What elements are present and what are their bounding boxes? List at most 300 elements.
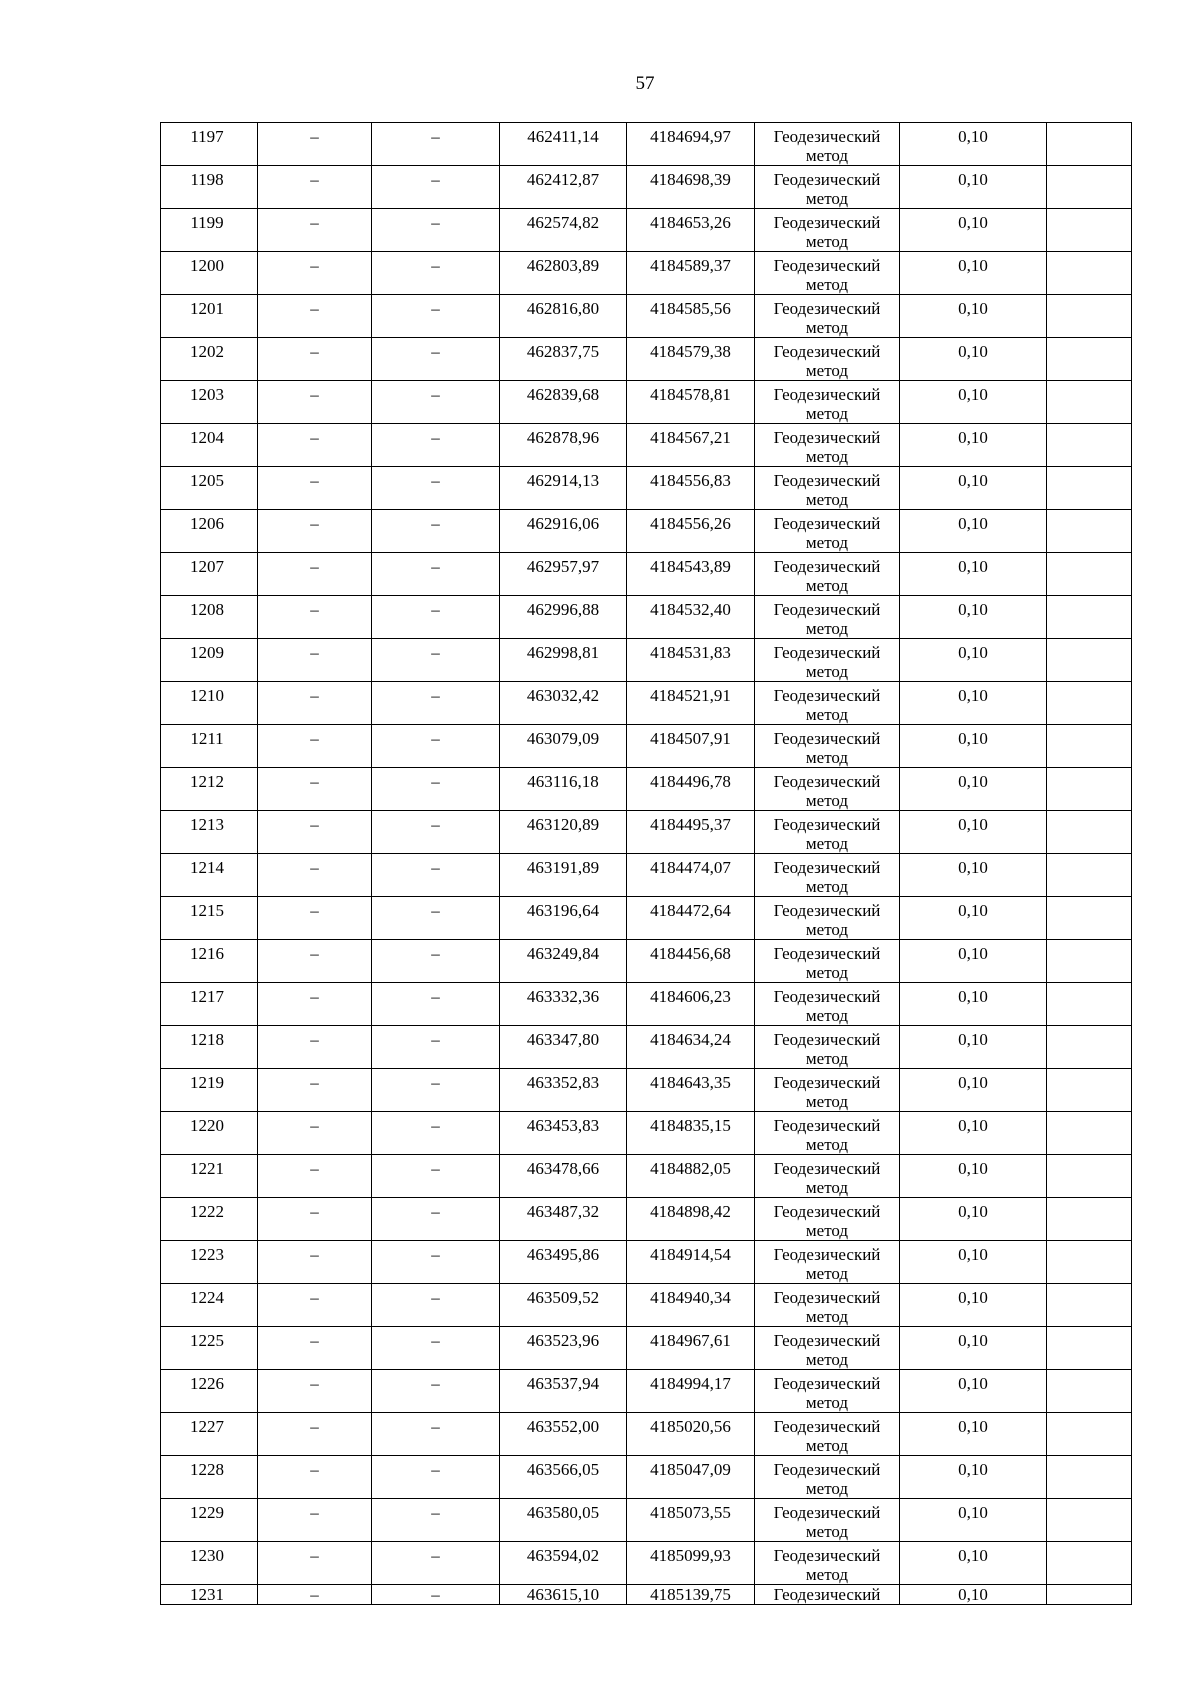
x-coordinate-text: 462916,06 — [526, 514, 600, 533]
empty-cell — [1047, 1585, 1132, 1605]
dash-cell — [258, 1284, 372, 1327]
accuracy-text: 0,10 — [958, 1073, 988, 1092]
dash-cell — [258, 811, 372, 854]
dash-text: – — [310, 772, 319, 791]
accuracy-text: 0,10 — [958, 1116, 988, 1135]
dash-cell — [258, 725, 372, 768]
method-line-1: Геодезический — [773, 1202, 881, 1221]
method-line-1: Геодезический — [773, 600, 881, 619]
y-coordinate-cell — [627, 252, 755, 295]
accuracy-text: 0,10 — [958, 299, 988, 318]
y-coordinate-text: 4184507,91 — [650, 729, 731, 748]
method-line-1: Геодезический — [773, 557, 881, 576]
y-coordinate-text: 4184556,83 — [650, 471, 731, 490]
point-number-cell — [161, 596, 258, 639]
method-cell — [755, 252, 900, 295]
y-coordinate-text: 4184940,34 — [650, 1288, 731, 1307]
y-coordinate-cell — [627, 1241, 755, 1284]
method-line-1: Геодезический — [773, 385, 881, 404]
point-number-cell — [161, 1069, 258, 1112]
method-cell — [755, 467, 900, 510]
dash-cell — [258, 1112, 372, 1155]
table-row — [161, 1284, 1132, 1327]
dash-text: – — [310, 170, 319, 189]
x-coordinate-cell — [500, 1456, 627, 1499]
method-cell — [755, 940, 900, 983]
accuracy-text: 0,10 — [958, 901, 988, 920]
dash-cell — [372, 1499, 500, 1542]
method-line-2: метод — [805, 189, 849, 208]
x-coordinate-text: 463332,36 — [526, 987, 600, 1006]
point-number-cell — [161, 854, 258, 897]
x-coordinate-cell — [500, 424, 627, 467]
empty-cell — [1047, 1499, 1132, 1542]
method-line-1: Геодезический — [773, 901, 881, 920]
point-number-text: 1216 — [190, 944, 224, 963]
method-line-1: Геодезический — [773, 1585, 881, 1604]
x-coordinate-text: 462574,82 — [526, 213, 600, 232]
dash-text: – — [310, 1245, 319, 1264]
y-coordinate-cell — [627, 381, 755, 424]
accuracy-cell — [900, 467, 1047, 510]
method-line-2: метод — [805, 533, 849, 552]
dash-text: – — [310, 600, 319, 619]
method-line-2: метод — [805, 963, 849, 982]
y-coordinate-cell — [627, 1585, 755, 1605]
point-number-cell — [161, 811, 258, 854]
dash-cell — [372, 338, 500, 381]
table-row — [161, 1456, 1132, 1499]
accuracy-cell — [900, 983, 1047, 1026]
dash-cell — [258, 1327, 372, 1370]
accuracy-text: 0,10 — [958, 944, 988, 963]
x-coordinate-cell — [500, 1327, 627, 1370]
accuracy-text: 0,10 — [958, 213, 988, 232]
dash-cell — [372, 295, 500, 338]
y-coordinate-text: 4184898,42 — [650, 1202, 731, 1221]
accuracy-text: 0,10 — [958, 127, 988, 146]
accuracy-cell — [900, 811, 1047, 854]
dash-text: – — [310, 1460, 319, 1479]
method-line-1: Геодезический — [773, 1159, 881, 1178]
x-coordinate-cell — [500, 510, 627, 553]
y-coordinate-cell — [627, 1542, 755, 1585]
table-row — [161, 725, 1132, 768]
method-line-1: Геодезический — [773, 729, 881, 748]
method-line-1: Геодезический — [773, 514, 881, 533]
method-cell — [755, 1585, 900, 1605]
x-coordinate-text: 462998,81 — [526, 643, 600, 662]
accuracy-cell — [900, 682, 1047, 725]
method-line-2: метод — [805, 1092, 849, 1111]
accuracy-cell — [900, 1241, 1047, 1284]
method-line-2: метод — [805, 1307, 849, 1326]
table-row — [161, 897, 1132, 940]
x-coordinate-text: 462411,14 — [527, 127, 599, 146]
dash-text: – — [431, 1585, 440, 1604]
dash-text: – — [431, 557, 440, 576]
y-coordinate-cell — [627, 338, 755, 381]
table-row — [161, 639, 1132, 682]
point-number-cell — [161, 1198, 258, 1241]
dash-text: – — [431, 1503, 440, 1522]
point-number-text: 1224 — [190, 1288, 224, 1307]
x-coordinate-text: 463523,96 — [526, 1331, 600, 1350]
accuracy-cell — [900, 1585, 1047, 1605]
x-coordinate-cell — [500, 252, 627, 295]
method-cell — [755, 166, 900, 209]
x-coordinate-cell — [500, 1155, 627, 1198]
dash-cell — [372, 1413, 500, 1456]
y-coordinate-cell — [627, 1112, 755, 1155]
point-number-text: 1208 — [190, 600, 224, 619]
table-row — [161, 1026, 1132, 1069]
method-line-1: Геодезический — [773, 1503, 881, 1522]
dash-cell — [372, 854, 500, 897]
method-cell — [755, 1284, 900, 1327]
dash-text: – — [310, 127, 319, 146]
dash-text: – — [431, 643, 440, 662]
method-cell — [755, 1112, 900, 1155]
method-line-2: метод — [805, 791, 849, 810]
dash-text: – — [431, 428, 440, 447]
method-line-2: метод — [805, 361, 849, 380]
method-line-2: метод — [805, 619, 849, 638]
method-cell — [755, 1370, 900, 1413]
y-coordinate-cell — [627, 854, 755, 897]
point-number-cell — [161, 725, 258, 768]
method-line-2: метод — [805, 1006, 849, 1025]
dash-text: – — [310, 514, 319, 533]
method-line-2: метод — [805, 1049, 849, 1068]
x-coordinate-cell — [500, 553, 627, 596]
method-cell — [755, 1069, 900, 1112]
x-coordinate-cell — [500, 854, 627, 897]
y-coordinate-text: 4185139,75 — [650, 1585, 731, 1604]
y-coordinate-cell — [627, 768, 755, 811]
accuracy-text: 0,10 — [958, 1245, 988, 1264]
method-cell — [755, 1026, 900, 1069]
x-coordinate-text: 462412,87 — [526, 170, 600, 189]
method-cell — [755, 381, 900, 424]
dash-text: – — [431, 299, 440, 318]
accuracy-cell — [900, 1370, 1047, 1413]
x-coordinate-text: 462996,88 — [526, 600, 600, 619]
method-line-2: метод — [805, 275, 849, 294]
dash-text: – — [431, 471, 440, 490]
dash-text: – — [431, 729, 440, 748]
accuracy-text: 0,10 — [958, 1460, 988, 1479]
point-number-cell — [161, 338, 258, 381]
y-coordinate-text: 4184994,17 — [650, 1374, 731, 1393]
table-row — [161, 768, 1132, 811]
y-coordinate-text: 4184543,89 — [650, 557, 731, 576]
x-coordinate-text: 462837,75 — [526, 342, 600, 361]
method-line-1: Геодезический — [773, 772, 881, 791]
dash-cell — [372, 639, 500, 682]
dash-text: – — [310, 944, 319, 963]
x-coordinate-cell — [500, 1284, 627, 1327]
point-number-cell — [161, 1370, 258, 1413]
table-row — [161, 1370, 1132, 1413]
x-coordinate-text: 463249,84 — [526, 944, 600, 963]
x-coordinate-cell — [500, 897, 627, 940]
x-coordinate-cell — [500, 940, 627, 983]
dash-text: – — [310, 987, 319, 1006]
method-line-2: метод — [805, 705, 849, 724]
dash-cell — [258, 467, 372, 510]
dash-text: – — [431, 213, 440, 232]
x-coordinate-cell — [500, 381, 627, 424]
point-number-cell — [161, 639, 258, 682]
x-coordinate-cell — [500, 725, 627, 768]
accuracy-text: 0,10 — [958, 1546, 988, 1565]
dash-text: – — [310, 643, 319, 662]
y-coordinate-cell — [627, 123, 755, 166]
x-coordinate-text: 463495,86 — [526, 1245, 600, 1264]
x-coordinate-text: 463580,05 — [526, 1503, 600, 1522]
point-number-cell — [161, 295, 258, 338]
method-line-1: Геодезический — [773, 256, 881, 275]
table-row — [161, 1542, 1132, 1585]
dash-cell — [258, 209, 372, 252]
dash-cell — [258, 1155, 372, 1198]
table-row — [161, 424, 1132, 467]
accuracy-text: 0,10 — [958, 1417, 988, 1436]
point-number-cell — [161, 1413, 258, 1456]
dash-cell — [372, 897, 500, 940]
method-line-1: Геодезический — [773, 815, 881, 834]
point-number-text: 1227 — [190, 1417, 224, 1436]
x-coordinate-text: 462839,68 — [526, 385, 600, 404]
y-coordinate-text: 4185073,55 — [650, 1503, 731, 1522]
dash-text: – — [310, 428, 319, 447]
y-coordinate-cell — [627, 1327, 755, 1370]
point-number-cell — [161, 1542, 258, 1585]
empty-cell — [1047, 1241, 1132, 1284]
point-number-cell — [161, 1499, 258, 1542]
point-number-cell — [161, 682, 258, 725]
y-coordinate-cell — [627, 639, 755, 682]
x-coordinate-cell — [500, 1112, 627, 1155]
table-row — [161, 553, 1132, 596]
x-coordinate-text: 463566,05 — [526, 1460, 600, 1479]
point-number-text: 1204 — [190, 428, 224, 447]
table-row — [161, 467, 1132, 510]
dash-cell — [258, 1542, 372, 1585]
point-number-cell — [161, 166, 258, 209]
table-row — [161, 854, 1132, 897]
x-coordinate-text: 463487,32 — [526, 1202, 600, 1221]
method-cell — [755, 682, 900, 725]
y-coordinate-text: 4184579,38 — [650, 342, 731, 361]
dash-text: – — [310, 1374, 319, 1393]
dash-cell — [372, 1456, 500, 1499]
table-row — [161, 1069, 1132, 1112]
method-cell — [755, 1542, 900, 1585]
x-coordinate-text: 463509,52 — [526, 1288, 600, 1307]
method-line-2: метод — [805, 1565, 849, 1584]
y-coordinate-cell — [627, 1069, 755, 1112]
point-number-text: 1215 — [190, 901, 224, 920]
dash-cell — [372, 166, 500, 209]
dash-text: – — [310, 1585, 319, 1604]
table-row — [161, 123, 1132, 166]
point-number-text: 1230 — [190, 1546, 224, 1565]
accuracy-text: 0,10 — [958, 987, 988, 1006]
empty-cell — [1047, 295, 1132, 338]
empty-cell — [1047, 1026, 1132, 1069]
method-line-1: Геодезический — [773, 944, 881, 963]
method-cell — [755, 639, 900, 682]
x-coordinate-text: 463352,83 — [526, 1073, 600, 1092]
dash-text: – — [431, 858, 440, 877]
empty-cell — [1047, 381, 1132, 424]
y-coordinate-text: 4184653,26 — [650, 213, 731, 232]
empty-cell — [1047, 1284, 1132, 1327]
accuracy-cell — [900, 1499, 1047, 1542]
empty-cell — [1047, 983, 1132, 1026]
dash-text: – — [310, 901, 319, 920]
y-coordinate-cell — [627, 1370, 755, 1413]
empty-cell — [1047, 1370, 1132, 1413]
accuracy-cell — [900, 338, 1047, 381]
point-number-cell — [161, 1155, 258, 1198]
dash-text: – — [431, 1288, 440, 1307]
accuracy-cell — [900, 768, 1047, 811]
empty-cell — [1047, 123, 1132, 166]
point-number-cell — [161, 1456, 258, 1499]
x-coordinate-cell — [500, 811, 627, 854]
point-number-cell — [161, 510, 258, 553]
coordinates-table — [160, 122, 1132, 1605]
accuracy-cell — [900, 1327, 1047, 1370]
accuracy-text: 0,10 — [958, 1585, 988, 1604]
point-number-text: 1200 — [190, 256, 224, 275]
empty-cell — [1047, 596, 1132, 639]
point-number-text: 1199 — [190, 213, 224, 232]
dash-cell — [258, 1370, 372, 1413]
dash-cell — [258, 940, 372, 983]
x-coordinate-text: 462914,13 — [526, 471, 600, 490]
method-cell — [755, 295, 900, 338]
method-cell — [755, 596, 900, 639]
empty-cell — [1047, 1112, 1132, 1155]
accuracy-cell — [900, 725, 1047, 768]
method-cell — [755, 209, 900, 252]
dash-text: – — [431, 600, 440, 619]
dash-cell — [258, 1499, 372, 1542]
empty-cell — [1047, 725, 1132, 768]
dash-text: – — [310, 213, 319, 232]
accuracy-text: 0,10 — [958, 1331, 988, 1350]
accuracy-text: 0,10 — [958, 1503, 988, 1522]
empty-cell — [1047, 338, 1132, 381]
y-coordinate-text: 4184456,68 — [650, 944, 731, 963]
page-number: 57 — [635, 73, 655, 94]
point-number-text: 1229 — [190, 1503, 224, 1522]
method-cell — [755, 338, 900, 381]
y-coordinate-cell — [627, 467, 755, 510]
y-coordinate-text: 4184567,21 — [650, 428, 731, 447]
method-line-1: Геодезический — [773, 471, 881, 490]
dash-cell — [372, 381, 500, 424]
dash-text: – — [431, 772, 440, 791]
point-number-text: 1206 — [190, 514, 224, 533]
table-row — [161, 252, 1132, 295]
dash-text: – — [431, 1245, 440, 1264]
accuracy-text: 0,10 — [958, 256, 988, 275]
accuracy-text: 0,10 — [958, 471, 988, 490]
point-number-text: 1212 — [190, 772, 224, 791]
x-coordinate-cell — [500, 1241, 627, 1284]
point-number-text: 1197 — [190, 127, 224, 146]
dash-cell — [372, 553, 500, 596]
x-coordinate-cell — [500, 338, 627, 381]
dash-text: – — [431, 1030, 440, 1049]
accuracy-cell — [900, 553, 1047, 596]
point-number-text: 1225 — [190, 1331, 224, 1350]
empty-cell — [1047, 854, 1132, 897]
method-line-2: метод — [805, 232, 849, 251]
point-number-cell — [161, 1327, 258, 1370]
dash-text: – — [431, 385, 440, 404]
dash-cell — [372, 424, 500, 467]
dash-cell — [372, 1198, 500, 1241]
dash-text: – — [431, 944, 440, 963]
y-coordinate-text: 4185047,09 — [650, 1460, 731, 1479]
empty-cell — [1047, 209, 1132, 252]
method-line-1: Геодезический — [773, 686, 881, 705]
accuracy-text: 0,10 — [958, 1202, 988, 1221]
accuracy-text: 0,10 — [958, 600, 988, 619]
table-row — [161, 983, 1132, 1026]
table-row — [161, 166, 1132, 209]
accuracy-text: 0,10 — [958, 1030, 988, 1049]
x-coordinate-text: 463615,10 — [526, 1585, 600, 1604]
empty-cell — [1047, 1198, 1132, 1241]
y-coordinate-text: 4185099,93 — [650, 1546, 731, 1565]
x-coordinate-cell — [500, 682, 627, 725]
table-row — [161, 1585, 1132, 1605]
method-line-1: Геодезический — [773, 1417, 881, 1436]
y-coordinate-text: 4184694,97 — [650, 127, 731, 146]
method-cell — [755, 123, 900, 166]
dash-text: – — [431, 1331, 440, 1350]
point-number-cell — [161, 768, 258, 811]
y-coordinate-text: 4184643,35 — [650, 1073, 731, 1092]
dash-cell — [372, 1284, 500, 1327]
table-row — [161, 1155, 1132, 1198]
dash-cell — [372, 596, 500, 639]
point-number-cell — [161, 252, 258, 295]
dash-cell — [258, 1585, 372, 1605]
x-coordinate-text: 462878,96 — [526, 428, 600, 447]
x-coordinate-cell — [500, 1198, 627, 1241]
method-line-2: метод — [805, 490, 849, 509]
table-row — [161, 1198, 1132, 1241]
y-coordinate-text: 4184556,26 — [650, 514, 731, 533]
dash-cell — [372, 1542, 500, 1585]
accuracy-text: 0,10 — [958, 1159, 988, 1178]
x-coordinate-text: 463191,89 — [526, 858, 600, 877]
empty-cell — [1047, 682, 1132, 725]
dash-text: – — [310, 1030, 319, 1049]
x-coordinate-text: 462957,97 — [526, 557, 600, 576]
dash-cell — [372, 1585, 500, 1605]
dash-text: – — [431, 1202, 440, 1221]
method-line-2: метод — [805, 1135, 849, 1154]
